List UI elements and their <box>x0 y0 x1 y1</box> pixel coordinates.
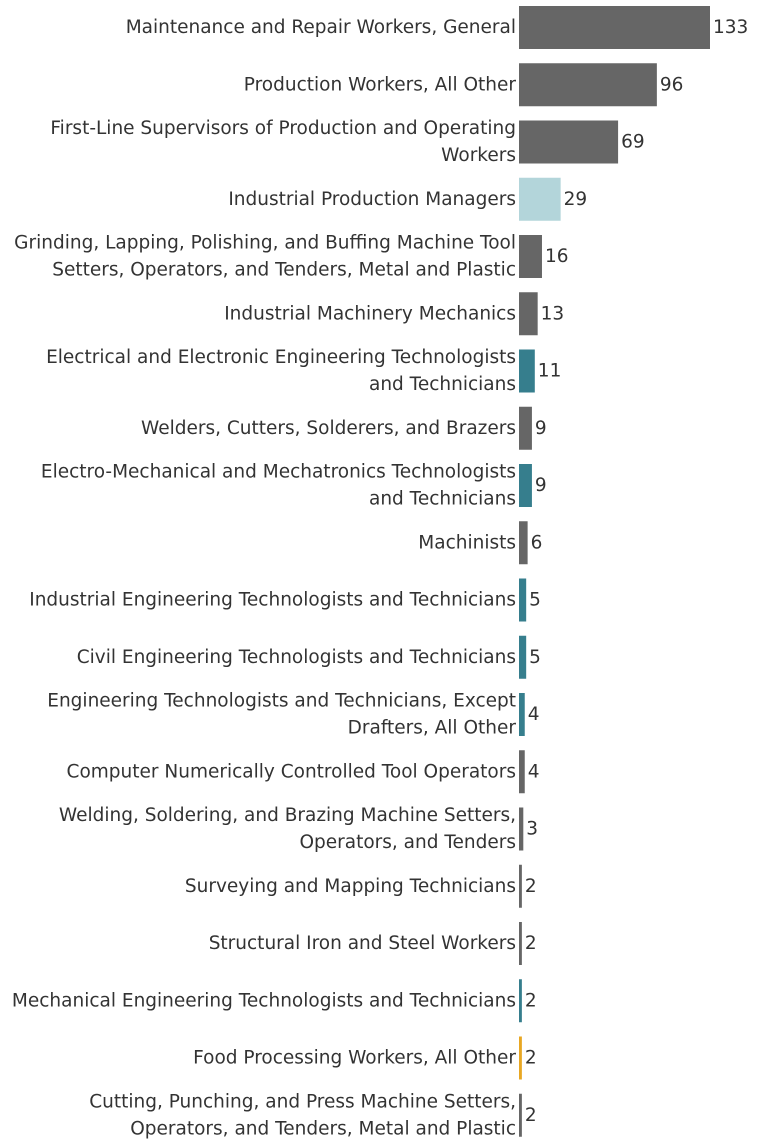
category-label-20 <box>89 1091 516 1139</box>
category-label-line: Grinding, Lapping, Polishing, and Buffing Machine Tool <box>14 232 516 254</box>
category-label-line: Welders, Cutters, Solderers, and Brazers <box>141 417 516 439</box>
value-label-19: 2 <box>524 1047 537 1069</box>
bar-8 <box>519 407 532 450</box>
category-label-line: and Technicians <box>369 488 516 510</box>
value-label-6: 13 <box>540 303 565 325</box>
category-label-line: Engineering Technologists and Technicians, Except <box>47 690 516 712</box>
bar-11 <box>519 579 526 622</box>
value-label-1: 133 <box>713 17 749 38</box>
bar-12 <box>519 636 526 679</box>
category-label-4 <box>228 189 516 210</box>
bar-14 <box>519 750 525 793</box>
category-label-line: Setters, Operators, and Tenders, Metal and Plastic <box>52 259 516 281</box>
category-label-7 <box>46 347 516 395</box>
bar-1 <box>519 6 710 49</box>
category-label-5 <box>14 233 516 281</box>
category-label-11 <box>29 590 516 611</box>
category-label-line: Production Workers, All Other <box>243 74 516 96</box>
category-label-line: First-Line Supervisors of Production and Operating <box>50 118 516 139</box>
category-label-10 <box>418 532 516 553</box>
bar-13 <box>519 693 525 736</box>
category-label-13 <box>47 691 516 739</box>
value-label-15: 3 <box>526 818 539 840</box>
category-label-line: Electrical and Electronic Engineering Technologists <box>46 347 516 368</box>
value-label-20: 2 <box>524 1104 537 1126</box>
bar-2 <box>519 63 657 106</box>
category-label-3 <box>50 118 516 166</box>
value-label-4: 29 <box>563 188 588 210</box>
category-label-line: Machinists <box>418 532 516 554</box>
category-label-line: Industrial Production Managers <box>228 188 516 210</box>
category-labels <box>12 17 516 1139</box>
category-label-line: and Technicians <box>369 374 516 395</box>
category-label-12 <box>77 647 516 668</box>
value-label-16: 2 <box>524 875 537 897</box>
category-label-line: Industrial Engineering Technologists and Technicians <box>29 589 516 611</box>
category-label-line: Drafters, All Other <box>347 717 516 739</box>
category-label-line: Maintenance and Repair Workers, General <box>125 17 516 38</box>
bar-10 <box>519 521 528 564</box>
value-label-10: 6 <box>530 532 543 554</box>
category-label-line: Structural Iron and Steel Workers <box>208 933 516 954</box>
category-label-17 <box>209 933 516 954</box>
bar-15 <box>519 808 523 851</box>
bar-6 <box>519 292 538 335</box>
category-label-line: Computer Numerically Controlled Tool Operators <box>66 761 516 783</box>
category-label-line: Industrial Machinery Mechanics <box>224 303 516 325</box>
value-label-11: 5 <box>529 589 541 611</box>
bar-4 <box>519 178 561 221</box>
value-label-9: 9 <box>534 475 547 496</box>
category-label-19 <box>193 1048 516 1069</box>
value-label-13: 4 <box>527 704 540 725</box>
category-label-line: Operators, and Tenders, Metal and Plastic <box>130 1118 516 1140</box>
category-label-15 <box>59 805 516 853</box>
value-label-2: 96 <box>659 74 684 96</box>
category-label-line: Workers <box>441 145 516 166</box>
category-label-16 <box>185 876 516 897</box>
bar-17 <box>519 922 522 965</box>
category-label-line: Mechanical Engineering Technologists and Technicians <box>11 990 516 1012</box>
value-label-17: 2 <box>524 933 537 954</box>
bar-19 <box>519 1037 522 1080</box>
category-label-line: Electro-Mechanical and Mechatronics Technologists <box>40 461 516 483</box>
value-label-5: 16 <box>544 246 569 267</box>
category-label-line: Cutting, Punching, and Press Machine Setters, <box>89 1091 516 1113</box>
bars <box>519 6 710 1137</box>
bar-16 <box>519 865 522 908</box>
category-label-8 <box>141 418 516 439</box>
category-label-line: Welding, Soldering, and Brazing Machine Setters, <box>58 805 516 826</box>
bar-7 <box>519 350 535 393</box>
value-label-12: 5 <box>529 646 541 668</box>
category-label-14 <box>67 761 516 782</box>
bar-9 <box>519 464 532 507</box>
bar-18 <box>519 979 522 1022</box>
bar-3 <box>519 121 618 164</box>
category-label-9 <box>41 462 516 510</box>
value-label-14: 4 <box>527 761 540 783</box>
category-label-6 <box>224 303 516 324</box>
value-label-8: 9 <box>534 417 547 439</box>
category-label-line: Food Processing Workers, All Other <box>193 1047 516 1069</box>
category-label-1 <box>126 17 516 38</box>
value-label-7: 11 <box>537 360 562 382</box>
category-label-line: Operators, and Tenders <box>299 832 516 853</box>
category-label-2 <box>244 74 517 95</box>
category-label-line: Civil Engineering Technologists and Technicians <box>76 646 516 668</box>
value-label-3: 69 <box>621 131 645 153</box>
bar-5 <box>519 235 542 278</box>
value-label-18: 2 <box>524 990 537 1012</box>
category-label-line: Surveying and Mapping Technicians <box>184 875 516 897</box>
bar-20 <box>519 1094 522 1137</box>
category-label-18 <box>12 990 516 1011</box>
